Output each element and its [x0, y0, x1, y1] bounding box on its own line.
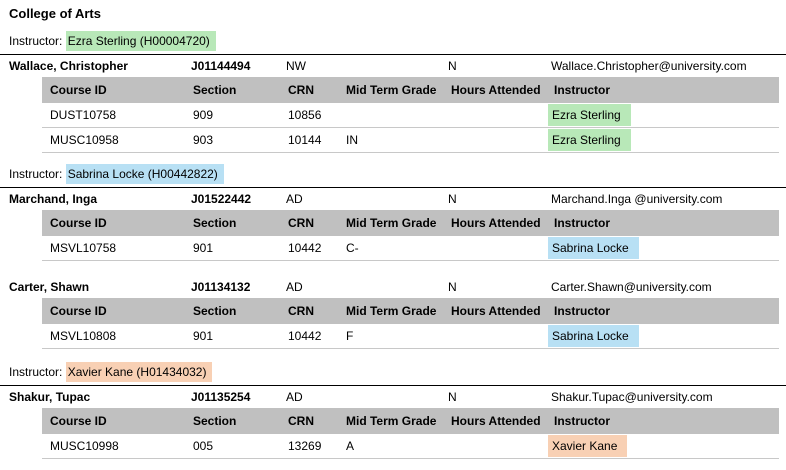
- course-section: 901: [193, 329, 214, 343]
- student-row: [0, 276, 786, 298]
- course-row: [42, 324, 779, 349]
- course-section: 909: [193, 108, 214, 122]
- course-crn: 10442: [288, 329, 322, 343]
- header-section: Section: [193, 216, 237, 230]
- course-instructor: Sabrina Locke: [548, 325, 639, 347]
- header-hours-attended: Hours Attended: [451, 83, 541, 97]
- header-instructor: Instructor: [554, 304, 611, 318]
- student-id: J01522442: [191, 192, 252, 206]
- student-email[interactable]: Shakur.Tupac@university.com: [551, 390, 713, 404]
- course-crn: 13269: [288, 439, 322, 453]
- header-instructor: Instructor: [554, 216, 611, 230]
- instructor-name-highlight: Sabrina Locke (H00442822): [66, 164, 224, 184]
- header-crn: CRN: [288, 414, 314, 428]
- course-table: [42, 210, 779, 261]
- student-email[interactable]: Carter.Shawn@university.com: [551, 280, 712, 294]
- course-crn: 10144: [288, 133, 322, 147]
- instructor-label: Instructor:: [9, 365, 63, 379]
- header-course-id: Course ID: [50, 83, 107, 97]
- student-id: J01134132: [191, 280, 251, 294]
- instructor-name-highlight: Ezra Sterling (H00004720): [66, 31, 216, 51]
- header-section: Section: [193, 83, 237, 97]
- course-instructor: Ezra Sterling: [548, 104, 631, 126]
- course-id: MSVL10808: [50, 329, 117, 343]
- student-name: Carter, Shawn: [9, 280, 90, 294]
- course-grade: C-: [346, 241, 359, 255]
- course-id: MUSC10998: [50, 439, 119, 453]
- instructor-header: [9, 362, 212, 382]
- header-hours-attended: Hours Attended: [451, 216, 541, 230]
- course-grade: A: [346, 439, 355, 453]
- instructor-name-highlight: Xavier Kane (H01434032): [66, 362, 213, 382]
- course-crn: 10856: [288, 108, 322, 122]
- instructor-label: Instructor:: [9, 167, 63, 181]
- header-section: Section: [193, 414, 237, 428]
- student-code: AD: [286, 192, 303, 206]
- student-row: [0, 54, 786, 77]
- student-code: AD: [286, 390, 303, 404]
- header-mid-term-grade: Mid Term Grade: [346, 304, 437, 318]
- header-course-id: Course ID: [50, 304, 107, 318]
- course-instructor: Ezra Sterling: [548, 129, 631, 151]
- student-flag: N: [448, 390, 457, 404]
- header-course-id: Course ID: [50, 414, 107, 428]
- header-hours-attended: Hours Attended: [451, 414, 541, 428]
- course-row: [42, 434, 779, 459]
- header-mid-term-grade: Mid Term Grade: [346, 83, 437, 97]
- instructor-label: Instructor:: [9, 34, 63, 48]
- course-table-header: [42, 77, 779, 103]
- course-section: 901: [193, 241, 214, 255]
- course-id: MSVL10758: [50, 241, 117, 255]
- student-record: [0, 385, 786, 459]
- header-mid-term-grade: Mid Term Grade: [346, 414, 437, 428]
- course-table-header: [42, 210, 779, 236]
- course-grade: F: [346, 329, 354, 343]
- student-record: [0, 54, 786, 153]
- course-instructor: Sabrina Locke: [548, 237, 639, 259]
- course-grade: IN: [346, 133, 358, 147]
- student-code: NW: [286, 59, 306, 73]
- student-flag: N: [448, 280, 457, 294]
- student-flag: N: [448, 192, 457, 206]
- header-crn: CRN: [288, 83, 314, 97]
- header-instructor: Instructor: [554, 414, 611, 428]
- course-id: MUSC10958: [50, 133, 119, 147]
- student-id: J01144494: [191, 59, 251, 73]
- header-instructor: Instructor: [554, 83, 611, 97]
- instructor-header: [9, 31, 216, 51]
- course-row: [42, 103, 779, 128]
- course-row: [42, 128, 779, 153]
- header-crn: CRN: [288, 216, 314, 230]
- header-crn: CRN: [288, 304, 314, 318]
- student-row: [0, 385, 786, 408]
- student-row: [0, 187, 786, 210]
- course-table: [42, 298, 779, 349]
- course-table: [42, 408, 779, 459]
- student-name: Wallace, Christopher: [9, 59, 128, 73]
- course-table-header: [42, 408, 779, 434]
- student-name: Shakur, Tupac: [9, 390, 91, 404]
- student-id: J01135254: [191, 390, 251, 404]
- student-name: Marchand, Inga: [9, 192, 98, 206]
- course-section: 903: [193, 133, 214, 147]
- course-row: [42, 236, 779, 261]
- student-email[interactable]: Marchand.Inga @university.com: [551, 192, 723, 206]
- student-flag: N: [448, 59, 457, 73]
- course-table-header: [42, 298, 779, 324]
- header-course-id: Course ID: [50, 216, 107, 230]
- instructor-header: [9, 164, 224, 184]
- course-section: 005: [193, 439, 214, 453]
- student-record: [0, 187, 786, 261]
- header-hours-attended: Hours Attended: [451, 304, 541, 318]
- course-crn: 10442: [288, 241, 322, 255]
- header-mid-term-grade: Mid Term Grade: [346, 216, 437, 230]
- student-code: AD: [286, 280, 303, 294]
- course-table: [42, 77, 779, 153]
- student-record: [0, 276, 786, 349]
- course-instructor: Xavier Kane: [548, 435, 627, 457]
- course-id: DUST10758: [50, 108, 117, 122]
- college-title: College of Arts: [9, 6, 101, 21]
- student-email[interactable]: Wallace.Christopher@university.com: [551, 59, 747, 73]
- header-section: Section: [193, 304, 237, 318]
